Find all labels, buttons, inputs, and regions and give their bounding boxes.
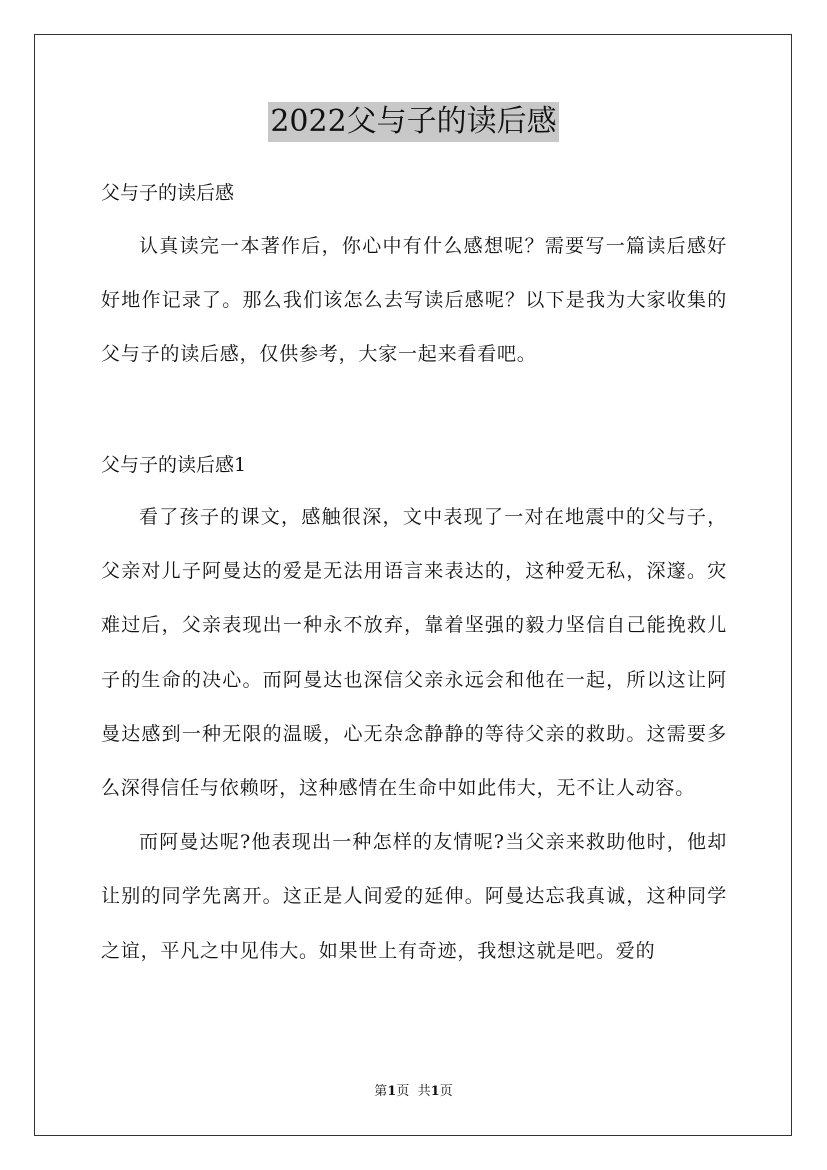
footer-total-number: 1 — [430, 1084, 440, 1099]
footer-page-number: 1 — [387, 1084, 397, 1099]
intro-paragraph: 认真读完一本著作后，你心中有什么感想呢？需要写一篇读后感好好地作记录了。那么我们该怎么去写读后感呢？以下是我为大家收集的父与子的读后感，仅供参考，大家一起来看看吧。 — [101, 235, 727, 366]
document-title: 2022父与子的读后感 — [268, 102, 558, 142]
section-body — [101, 490, 727, 978]
page-footer — [0, 1083, 827, 1101]
intro-paragraph-block — [101, 219, 727, 382]
footer-page-suffix: 页 — [396, 1084, 410, 1099]
section-paragraph: 而阿曼达呢?他表现出一种怎样的友情呢?当父亲来救助他时，他却让别的同学先离开。这正是人间爱的延伸。阿曼达忘我真诚，这种同学之谊，平凡之中见伟大。如果世上有奇迹，我想这就是吧。爱的 — [101, 831, 727, 962]
section-heading: 父与子的读后感1 — [101, 454, 247, 476]
document-subtitle: 父与子的读后感 — [101, 182, 235, 204]
footer-page-prefix: 第 — [374, 1084, 388, 1099]
section-paragraph: 看了孩子的课文，感触很深，文中表现了一对在地震中的父与子，父亲对儿子阿曼达的爱是无法用语言来表达的，这种爱无私，深邃。灾难过后，父亲表现出一种永不放弃，靠着坚强的毅力坚信自己能挽救儿子的生命的决心。而阿曼达也深信父亲永远会和他在一起，所以这让阿曼达感到一种无限的温暖，心无杂念静静的等待父亲的救助。这需要多么深得信任与依赖呀，这种感情在生命中如此伟大，无不让人动容。 — [101, 506, 727, 800]
footer-total-prefix: 共 — [417, 1084, 431, 1099]
document-title-wrapper — [0, 102, 827, 142]
footer-total-suffix: 页 — [439, 1084, 453, 1099]
